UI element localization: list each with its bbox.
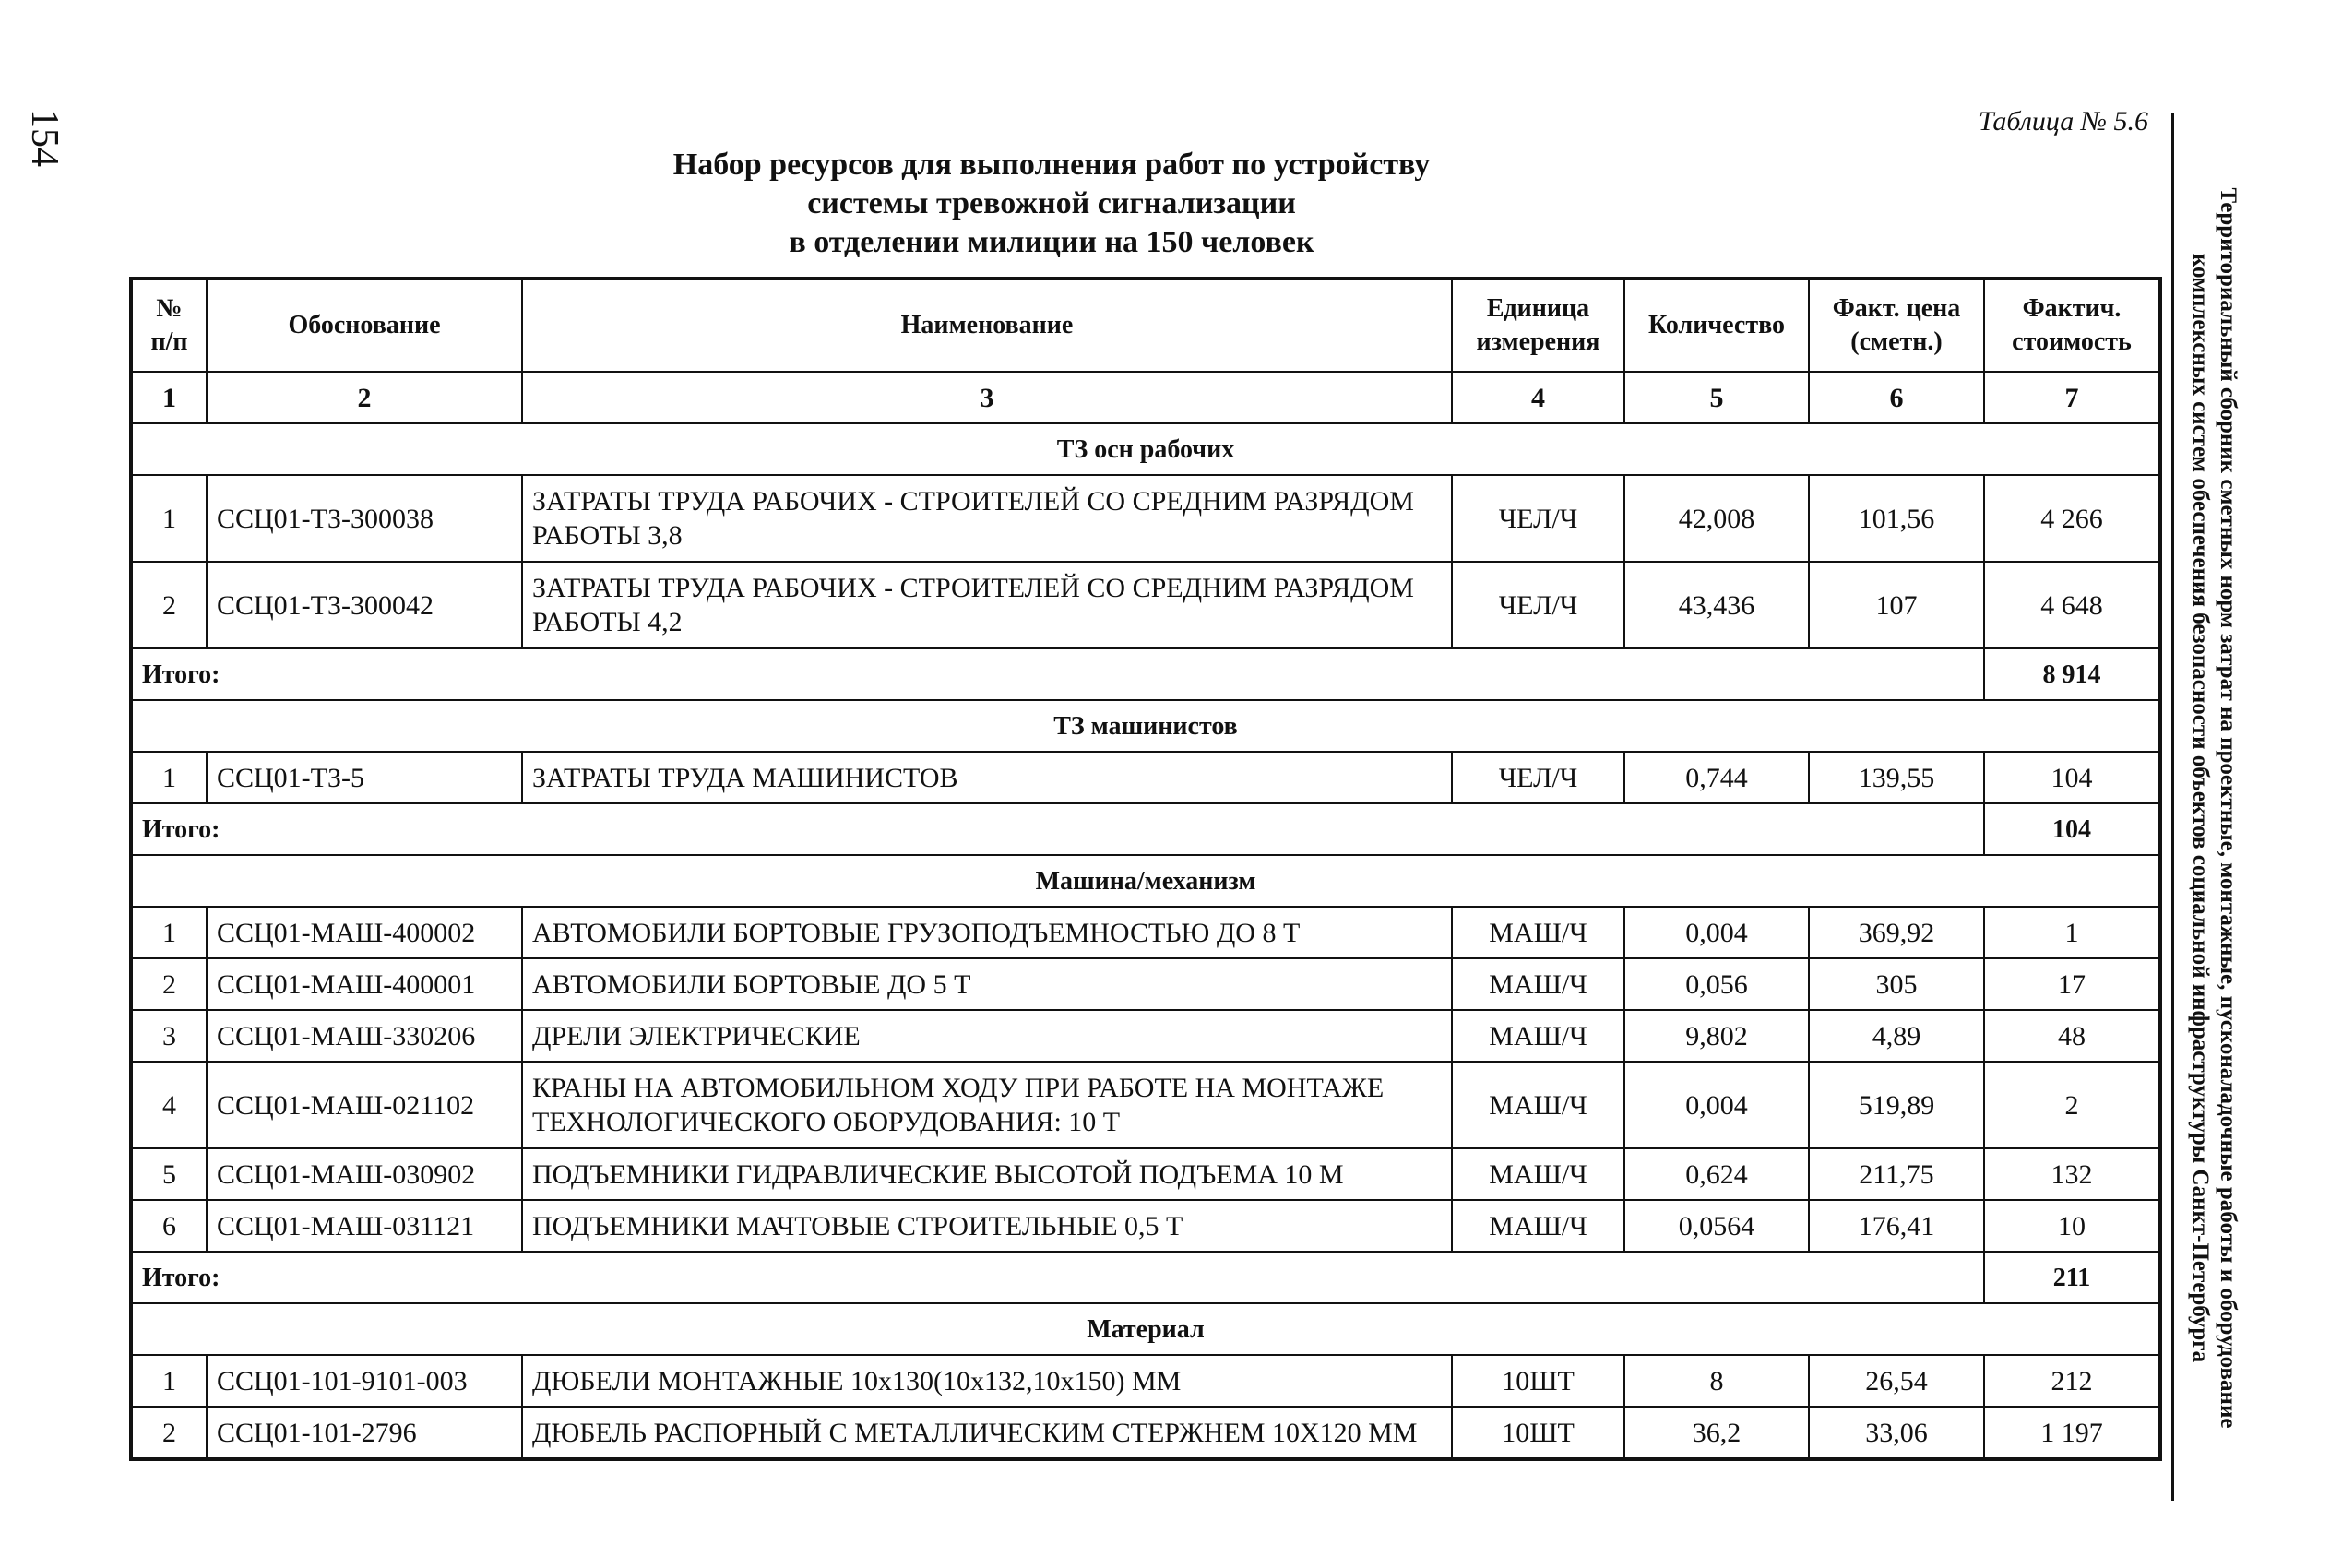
cell-name: ДЮБЕЛЬ РАСПОРНЫЙ С МЕТАЛЛИЧЕСКИМ СТЕРЖНЕМ 10Х120 ММ — [522, 1407, 1452, 1459]
title-line-1: Набор ресурсов для выполнения работ по устройству — [672, 148, 1431, 182]
cell-unit: МАШ/Ч — [1452, 1148, 1624, 1200]
cell-qty: 42,008 — [1624, 475, 1809, 562]
cell-cost: 212 — [1984, 1355, 2160, 1407]
col-header-basis: Обоснование — [207, 279, 522, 372]
total-label: Итого: — [131, 803, 1984, 855]
section-title: ТЗ осн рабочих — [131, 423, 2160, 475]
section-title: Материал — [131, 1303, 2160, 1355]
section-header-row — [131, 855, 2160, 907]
table-row — [131, 1200, 2160, 1252]
cell-basis: ССЦ01-МАШ-400001 — [207, 958, 522, 1010]
cell-basis: ССЦ01-МАШ-400002 — [207, 907, 522, 958]
title-line-2: системы тревожной сигнализации — [807, 186, 1296, 220]
col-header-name: Наименование — [522, 279, 1452, 372]
header-row — [131, 279, 2160, 372]
cell-basis: ССЦ01-МАШ-030902 — [207, 1148, 522, 1200]
table-row — [131, 475, 2160, 562]
cell-price: 26,54 — [1809, 1355, 1984, 1407]
column-index: 4 — [1452, 372, 1624, 423]
cell-name: ПОДЪЕМНИКИ ГИДРАВЛИЧЕСКИЕ ВЫСОТОЙ ПОДЪЕМА 10 М — [522, 1148, 1452, 1200]
document-title — [129, 146, 1974, 262]
table-row — [131, 958, 2160, 1010]
cell-basis: ССЦ01-МАШ-031121 — [207, 1200, 522, 1252]
col-header-price: Факт. цена (сметн.) — [1809, 279, 1984, 372]
cell-qty: 9,802 — [1624, 1010, 1809, 1062]
cell-unit: МАШ/Ч — [1452, 907, 1624, 958]
total-row — [131, 1252, 2160, 1303]
table-row — [131, 907, 2160, 958]
cell-price: 139,55 — [1809, 752, 1984, 803]
cell-price: 101,56 — [1809, 475, 1984, 562]
col-header-num: № п/п — [131, 279, 207, 372]
section-header-row — [131, 423, 2160, 475]
cell-basis: ССЦ01-МАШ-330206 — [207, 1010, 522, 1062]
cell-cost: 4 266 — [1984, 475, 2160, 562]
column-index: 1 — [131, 372, 207, 423]
column-index: 7 — [1984, 372, 2160, 423]
cell-cost: 10 — [1984, 1200, 2160, 1252]
cell-qty: 43,436 — [1624, 562, 1809, 648]
cell-unit: МАШ/Ч — [1452, 1200, 1624, 1252]
cell-unit: 10ШТ — [1452, 1407, 1624, 1459]
table-label: Таблица № 5.6 — [1978, 106, 2148, 137]
cell-name: ДРЕЛИ ЭЛЕКТРИЧЕСКИЕ — [522, 1010, 1452, 1062]
cell-basis: ССЦ01-МАШ-021102 — [207, 1062, 522, 1148]
cell-num: 2 — [131, 562, 207, 648]
column-index: 6 — [1809, 372, 1984, 423]
cell-cost: 48 — [1984, 1010, 2160, 1062]
cell-cost: 1 — [1984, 907, 2160, 958]
cell-num: 1 — [131, 475, 207, 562]
cell-basis: ССЦ01-ТЗ-5 — [207, 752, 522, 803]
section-title: Машина/механизм — [131, 855, 2160, 907]
table-row — [131, 562, 2160, 648]
cell-name: ПОДЪЕМНИКИ МАЧТОВЫЕ СТРОИТЕЛЬНЫЕ 0,5 Т — [522, 1200, 1452, 1252]
cell-price: 369,92 — [1809, 907, 1984, 958]
cell-price: 211,75 — [1809, 1148, 1984, 1200]
col-header-unit: Единица измерения — [1452, 279, 1624, 372]
cell-qty: 0,624 — [1624, 1148, 1809, 1200]
cell-unit: ЧЕЛ/Ч — [1452, 562, 1624, 648]
cell-qty: 0,056 — [1624, 958, 1809, 1010]
cell-price: 107 — [1809, 562, 1984, 648]
col-header-cost: Фактич. стоимость — [1984, 279, 2160, 372]
total-row — [131, 803, 2160, 855]
total-row — [131, 648, 2160, 700]
cell-cost: 4 648 — [1984, 562, 2160, 648]
cell-price: 176,41 — [1809, 1200, 1984, 1252]
total-label: Итого: — [131, 648, 1984, 700]
cell-qty: 0,744 — [1624, 752, 1809, 803]
cell-basis: ССЦ01-101-9101-003 — [207, 1355, 522, 1407]
side-note-line-1: Территориальный сборник сметных норм затрат на проектные, монтажные, пусконаладочные работы и оборудование — [2216, 187, 2241, 1429]
cell-unit: МАШ/Ч — [1452, 1062, 1624, 1148]
cell-price: 33,06 — [1809, 1407, 1984, 1459]
cell-unit: 10ШТ — [1452, 1355, 1624, 1407]
cell-qty: 0,004 — [1624, 1062, 1809, 1148]
total-value: 211 — [1984, 1252, 2160, 1303]
section-header-row — [131, 700, 2160, 752]
cell-name: КРАНЫ НА АВТОМОБИЛЬНОМ ХОДУ ПРИ РАБОТЕ НА МОНТАЖЕ ТЕХНОЛОГИЧЕСКОГО ОБОРУДОВАНИЯ: 10 Т — [522, 1062, 1452, 1148]
col-header-qty: Количество — [1624, 279, 1809, 372]
total-value: 104 — [1984, 803, 2160, 855]
cell-name: АВТОМОБИЛИ БОРТОВЫЕ ДО 5 Т — [522, 958, 1452, 1010]
table-row — [131, 1355, 2160, 1407]
cell-qty: 0,0564 — [1624, 1200, 1809, 1252]
cell-unit: ЧЕЛ/Ч — [1452, 752, 1624, 803]
cell-price: 305 — [1809, 958, 1984, 1010]
section-title: ТЗ машинистов — [131, 700, 2160, 752]
section-header-row — [131, 1303, 2160, 1355]
cell-cost: 1 197 — [1984, 1407, 2160, 1459]
cell-name: ЗАТРАТЫ ТРУДА МАШИНИСТОВ — [522, 752, 1452, 803]
side-note — [2186, 116, 2241, 1500]
total-value: 8 914 — [1984, 648, 2160, 700]
column-index: 2 — [207, 372, 522, 423]
table-row — [131, 1148, 2160, 1200]
column-index: 3 — [522, 372, 1452, 423]
cell-num: 1 — [131, 1355, 207, 1407]
table-row — [131, 1407, 2160, 1459]
resource-table — [129, 277, 2162, 1461]
side-note-line-2: комплексных систем обеспечения безопасности объектов социальной инфраструктуры Санкт-Петербурга — [2188, 253, 2213, 1363]
cell-qty: 0,004 — [1624, 907, 1809, 958]
cell-num: 2 — [131, 958, 207, 1010]
table-row — [131, 1010, 2160, 1062]
cell-basis: ССЦ01-ТЗ-300038 — [207, 475, 522, 562]
cell-num: 5 — [131, 1148, 207, 1200]
cell-basis: ССЦ01-ТЗ-300042 — [207, 562, 522, 648]
cell-name: ДЮБЕЛИ МОНТАЖНЫЕ 10х130(10х132,10х150) ММ — [522, 1355, 1452, 1407]
title-line-3: в отделении милиции на 150 человек — [789, 225, 1314, 259]
cell-qty: 36,2 — [1624, 1407, 1809, 1459]
cell-basis: ССЦ01-101-2796 — [207, 1407, 522, 1459]
cell-num: 1 — [131, 752, 207, 803]
cell-name: ЗАТРАТЫ ТРУДА РАБОЧИХ - СТРОИТЕЛЕЙ СО СРЕДНИМ РАЗРЯДОМ РАБОТЫ 3,8 — [522, 475, 1452, 562]
column-index-row — [131, 372, 2160, 423]
cell-qty: 8 — [1624, 1355, 1809, 1407]
cell-unit: МАШ/Ч — [1452, 1010, 1624, 1062]
cell-cost: 2 — [1984, 1062, 2160, 1148]
cell-unit: МАШ/Ч — [1452, 958, 1624, 1010]
column-index: 5 — [1624, 372, 1809, 423]
cell-num: 6 — [131, 1200, 207, 1252]
cell-name: АВТОМОБИЛИ БОРТОВЫЕ ГРУЗОПОДЪЕМНОСТЬЮ ДО 8 Т — [522, 907, 1452, 958]
table-row — [131, 1062, 2160, 1148]
cell-unit: ЧЕЛ/Ч — [1452, 475, 1624, 562]
cell-name: ЗАТРАТЫ ТРУДА РАБОЧИХ - СТРОИТЕЛЕЙ СО СРЕДНИМ РАЗРЯДОМ РАБОТЫ 4,2 — [522, 562, 1452, 648]
cell-num: 4 — [131, 1062, 207, 1148]
cell-cost: 17 — [1984, 958, 2160, 1010]
cell-cost: 104 — [1984, 752, 2160, 803]
cell-num: 3 — [131, 1010, 207, 1062]
cell-num: 2 — [131, 1407, 207, 1459]
cell-price: 519,89 — [1809, 1062, 1984, 1148]
cell-cost: 132 — [1984, 1148, 2160, 1200]
cell-num: 1 — [131, 907, 207, 958]
side-rule-divider — [2171, 113, 2174, 1501]
total-label: Итого: — [131, 1252, 1984, 1303]
cell-price: 4,89 — [1809, 1010, 1984, 1062]
table-row — [131, 752, 2160, 803]
page-number: 154 — [23, 109, 65, 167]
